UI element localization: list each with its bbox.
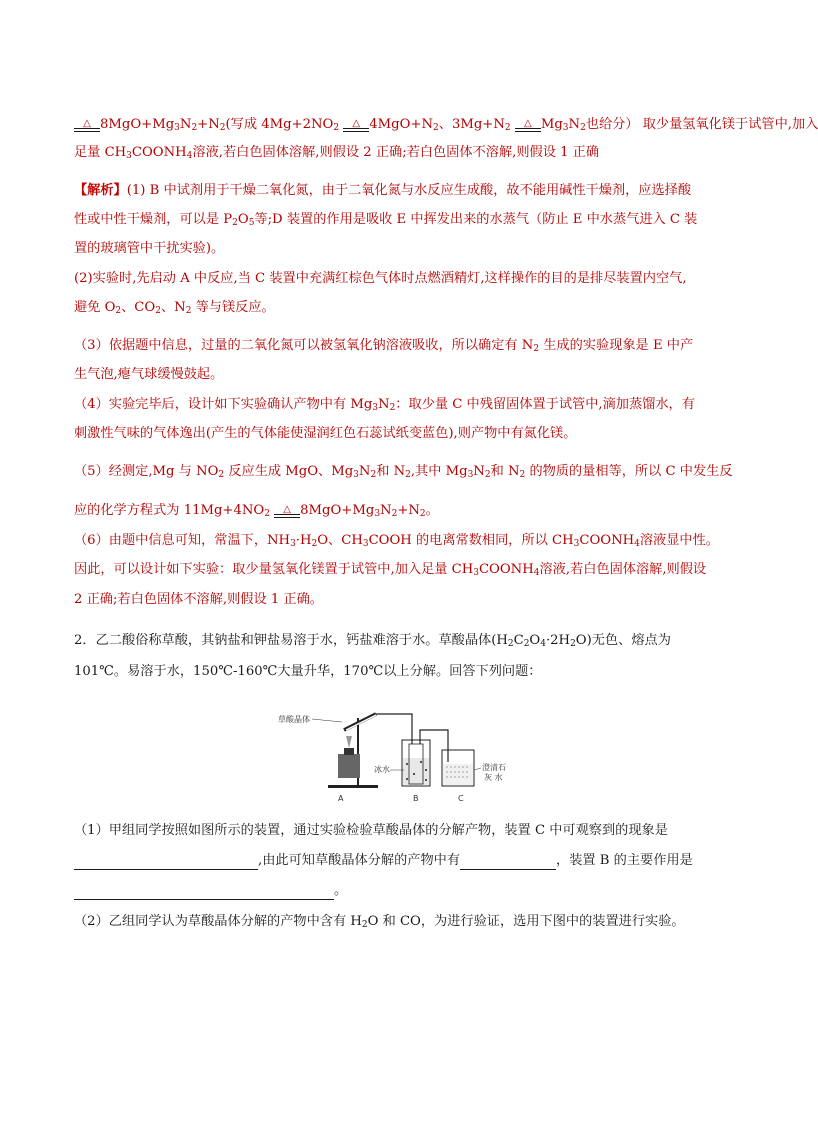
label-ice-water: 冰水: [374, 765, 390, 774]
analysis-p3-line1: （3）依据题中信息，过量的二氧化氮可以被氢氧化钠溶液吸收，所以确定有 $N_2$ 生成的实验现象是 E 中产: [74, 338, 694, 354]
answer-blank-phenomenon[interactable]: [74, 855, 258, 870]
subquestion-2: （2）乙组同学认为草酸晶体分解的产物中含有 $H_2O$ 和 CO，为进行验证，选用下图中的装置进行实验。: [74, 914, 685, 930]
analysis-p2-line2: 避免 $O_2$、$CO_2$、$N_2$ 等与镁反应。: [74, 300, 275, 316]
apparatus-figure: [276, 700, 516, 808]
answer-blank-products[interactable]: [460, 855, 556, 870]
analysis-p1-line3: 置的玻璃管中干扰实验)。: [74, 241, 225, 256]
analysis-p4-line1: （4）实验完毕后，设计如下实验确认产物中有 $Mg_3N_2$：取少量 C 中残留固体置于试管中,滴加蒸馏水，有: [74, 397, 695, 413]
heat-condition-sign: △: [343, 128, 369, 137]
answer-line-1: △ $8MgO+Mg_3N_2+N_2$(写成 $4Mg+2NO_2$ △ $4MgO+N_2$、$3Mg+N_2$ △ $Mg_3N_2$也给分） 取少量氢氧化镁于试管中,加入: [74, 116, 724, 137]
analysis-p1-line1: 【解析】(1) B 中试剂用于干燥二氧化氮，由于二氧化氮与水反应生成酸，故不能用碱性干燥剂，应选择酸: [74, 183, 692, 198]
analysis-p6-line2: 因此，可以设计如下实验：取少量氢氧化镁置于试管中,加入足量 $CH_3COONH_4$溶液,若白色固体溶解,则假设: [74, 562, 707, 578]
heat-condition-sign: △: [515, 128, 541, 137]
analysis-p5-line2: 应的化学方程式为 $11Mg+4NO_2$ △ $8MgO+Mg_3N_2+N_2$。: [74, 502, 724, 523]
question-2-line2: 101℃。易溶于水，150℃-160℃大量升华，170℃以上分解。回答下列问题：: [74, 664, 542, 679]
label-lime-water-2: 灰 水: [484, 773, 503, 782]
subquestion-1-line1: （1）甲组同学按照如图所示的装置，通过实验检验草酸晶体的分解产物，装置 C 中可观察到的现象是: [74, 823, 668, 838]
label-C: C: [458, 794, 464, 803]
label-oxalic-crystal: 草酸晶体: [278, 715, 310, 724]
label-lime-water-1: 澄清石: [482, 763, 506, 772]
subquestion-1-line3: 。: [74, 882, 724, 900]
analysis-p1-line2: 性或中性干燥剂，可以是 $P_2O_5$等;D 装置的作用是吸收 E 中挥发出来的水蒸气（防止 E 中水蒸气进入 C 装: [74, 212, 698, 228]
answer-blank-b-function[interactable]: [74, 885, 334, 900]
analysis-p4-line2: 刺激性气味的气体逸出(产生的气体能使湿润红色石蕊试纸变蓝色),则产物中有氮化镁。: [74, 426, 577, 441]
analysis-p5-line1: （5）经测定,Mg 与 $NO_2$ 反应生成 MgO、$Mg_3N_2$和 $N_2$,其中 $Mg_3N_2$和 $N_2$ 的物质的量相等，所以 C 中发生反: [74, 464, 733, 480]
subquestion-1-line2: ,由此可知草酸晶体分解的产物中有 ，装置 B 的主要作用是: [74, 852, 724, 870]
analysis-p6-line3: 2 正确;若白色固体不溶解,则假设 1 正确。: [74, 592, 323, 607]
label-A: A: [338, 794, 344, 803]
heat-condition-sign: △: [274, 514, 300, 523]
analysis-p3-line2: 生气泡,瘪气球缓慢鼓起。: [74, 367, 224, 382]
analysis-p2-line1: (2)实验时,先启动 A 中反应,当 C 装置中充满红棕色气体时点燃酒精灯,这样操作的目的是排尽装置内空气,: [74, 271, 687, 286]
analysis-tag: 【解析】: [74, 183, 127, 198]
analysis-p6-line1: （6）由题中信息可知，常温下，$NH_3\cdot H_2O$、$CH_3COOH$ 的电离常数相同，所以 $CH_3COONH_4$溶液显中性。: [74, 533, 719, 549]
question-2-line1: 2．乙二酸俗称草酸，其钠盐和钾盐易溶于水，钙盐难溶于水。草酸晶体$(H_2C_2O_4\cdot 2H_2O)$无色、熔点为: [74, 633, 671, 649]
heat-condition-sign: △: [74, 128, 100, 137]
answer-line-2: 足量 $CH_3COONH_4$溶液,若白色固体溶解,则假设 2 正确;若白色固体不溶解,则假设 1 正确: [74, 145, 600, 161]
label-B: B: [413, 794, 419, 803]
